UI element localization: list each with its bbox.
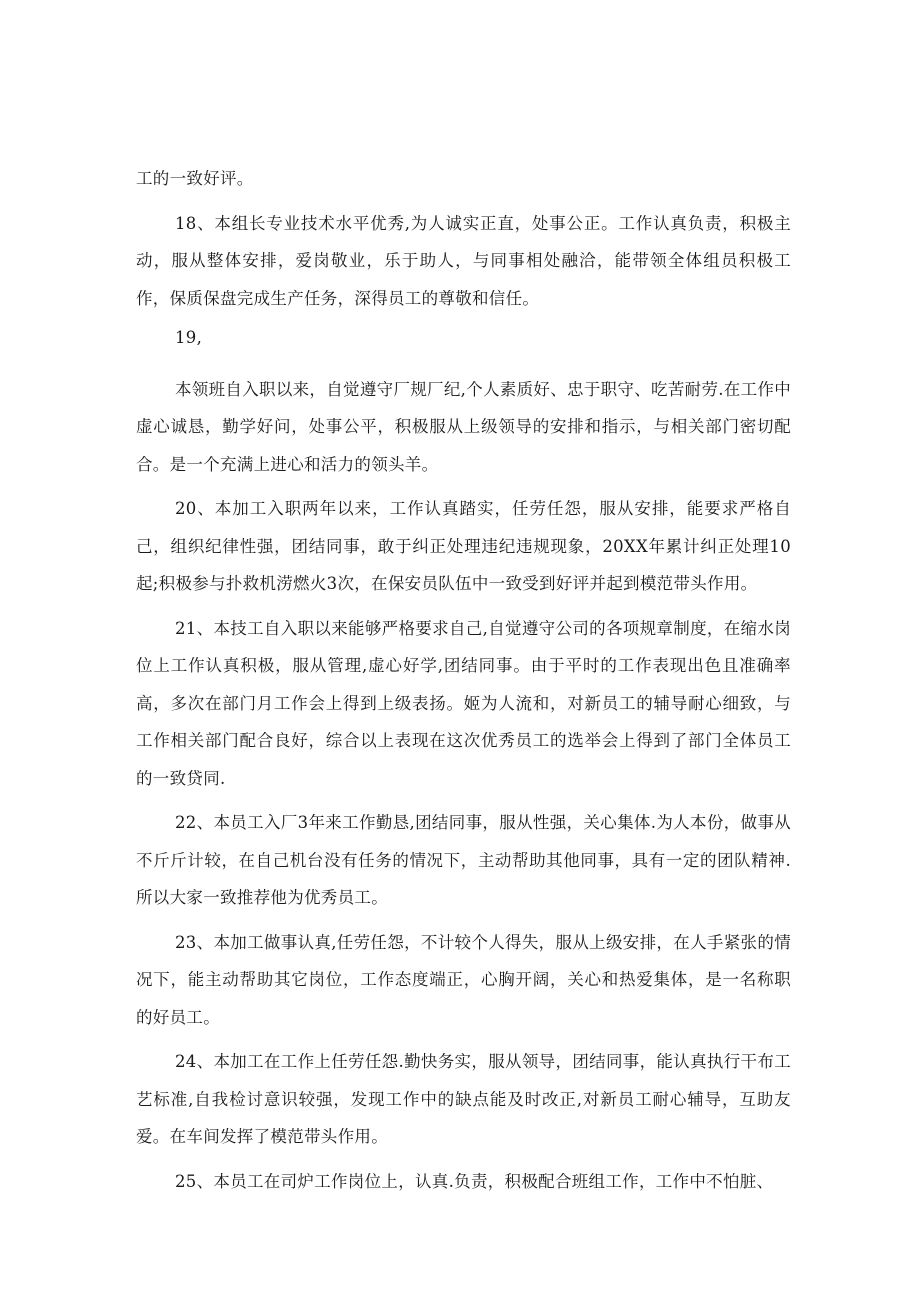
paragraph-item-19-number: 19, [175,328,203,347]
paragraph-item-19-body: 本领班自入职以来，自觉遵守厂规厂纪,个人素质好、忠于职守、吃苦耐劳.在工作中虚心诚恳，勤学好问，处事公平，积极服从上级领导的安排和指示，与相关部门密切配合。是一个充满上进心和活力的领头羊。 [136,379,791,474]
paragraph-item-25: 25、本员工在司炉工作岗位上，认真.负责，积极配合班组工作，工作中不怕脏、 [175,1171,774,1191]
paragraph-item-18: 18、本组长专业技术水平优秀,为人诚实正直，处事公正。工作认真负责，积极主动，服从整体安排，爱岗敬业，乐于助人，与同事相处融洽，能带领全体组员积极工作，保质保盘完成生产任务，深得员工的尊敬和信任。 [136,213,791,308]
paragraph-item-22: 22、本员工入厂3年来工作勤恳,团结同事，服从性强，关心集体.为人本份，做事从不斤斤计较，在自己机台没有任务的情况下，主动帮助其他同事，具有一定的团队精神.所以大家一致推荐他为优秀员工。 [136,813,791,907]
paragraph-item-23: 23、本加工做事认真,任劳任怨，不计较个人得失，服从上级安排，在人手紧张的情况下，能主动帮助其它岗位，工作态度端正，心胸开阔，关心和热爱集体，是一名称职的好员工。 [136,932,791,1027]
paragraph-item-24: 24、本加工在工作上任劳任怨.勤快务实，服从领导，团结同事，能认真执行干布工艺标准,自我检讨意识较强，发现工作中的缺点能及时改正,对新员工耐心辅导，互助友爱。在车间发挥了模范带头作用。 [136,1052,791,1146]
paragraph-item-21: 21、本技工自入职以来能够严格要求自己,自觉遵守公司的各项规章制度，在缩水岗位上工作认真积极，服从管理,虚心好学,团结同事。由于平时的工作表现出色且准确率高，多次在部门月工作会上得到上级表扬。姬为人流和，对新员工的辅导耐心细致，与工作相关部门配合良好，综合以上表现在这次优秀员工的选举会上得到了部门全体员工的一致贷同. [136,618,791,788]
paragraph-continuation: 工的一致好评。 [136,169,254,188]
document-body [136,160,791,1200]
paragraph-item-20: 20、本加工入职两年以来，工作认真踏实，任劳任怨，服从安排，能要求严格自己，组织纪律性强，团结同事，敢于纠正处理违纪违规现象，20XX年累计纠正处理10起;积极参与扑救机涝燃火3次，在保安员队伍中一致受到好评并起到模范带头作用。 [136,499,791,593]
